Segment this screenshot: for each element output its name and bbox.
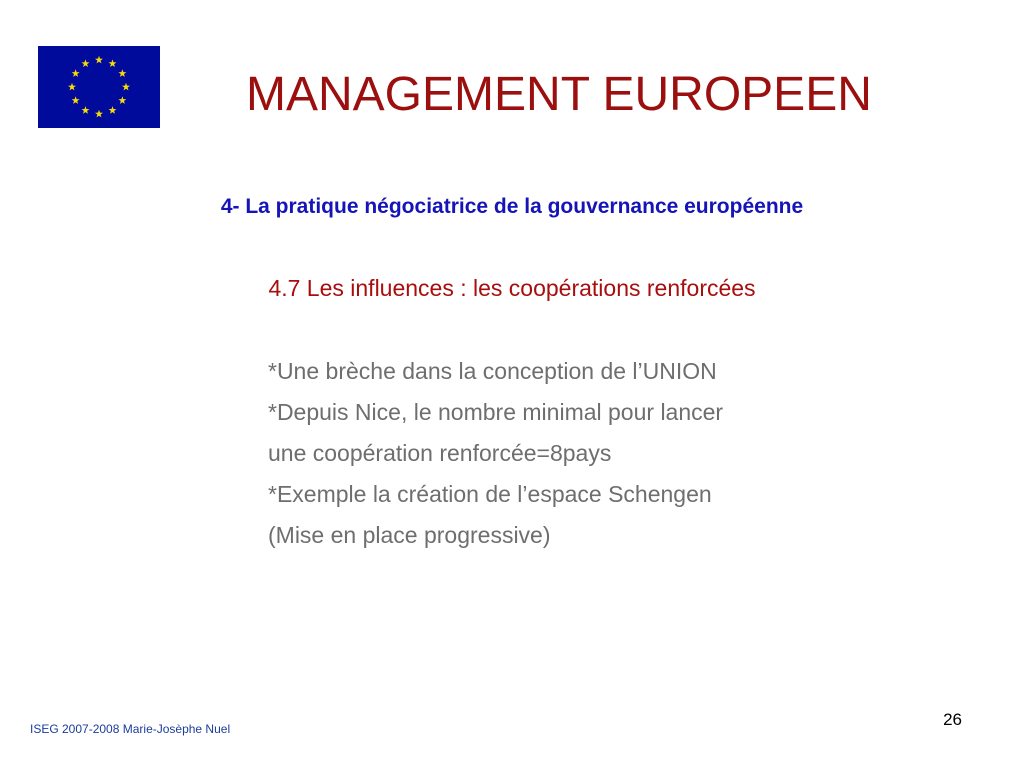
eu-flag-icon	[38, 46, 160, 128]
page-number: 26	[943, 710, 962, 729]
section-heading: 4- La pratique négociatrice de la gouvernance européenne	[220, 195, 804, 218]
footer-credit: ISEG 2007-2008 Marie-Josèphe Nuel	[30, 722, 231, 736]
body-line: *Une brèche dans la conception de l’UNION	[268, 358, 717, 384]
body-text	[268, 351, 723, 556]
slide-title: MANAGEMENT EUROPEEN	[246, 68, 872, 121]
sub-heading: 4.7 Les influences : les coopérations renforcées	[268, 275, 756, 301]
body-line: *Depuis Nice, le nombre minimal pour lancer	[268, 399, 724, 425]
body-line: (Mise en place progressive)	[268, 522, 551, 548]
body-line: *Exemple la création de l’espace Schengen	[268, 481, 712, 507]
body-line: une coopération renforcée=8pays	[268, 440, 612, 466]
